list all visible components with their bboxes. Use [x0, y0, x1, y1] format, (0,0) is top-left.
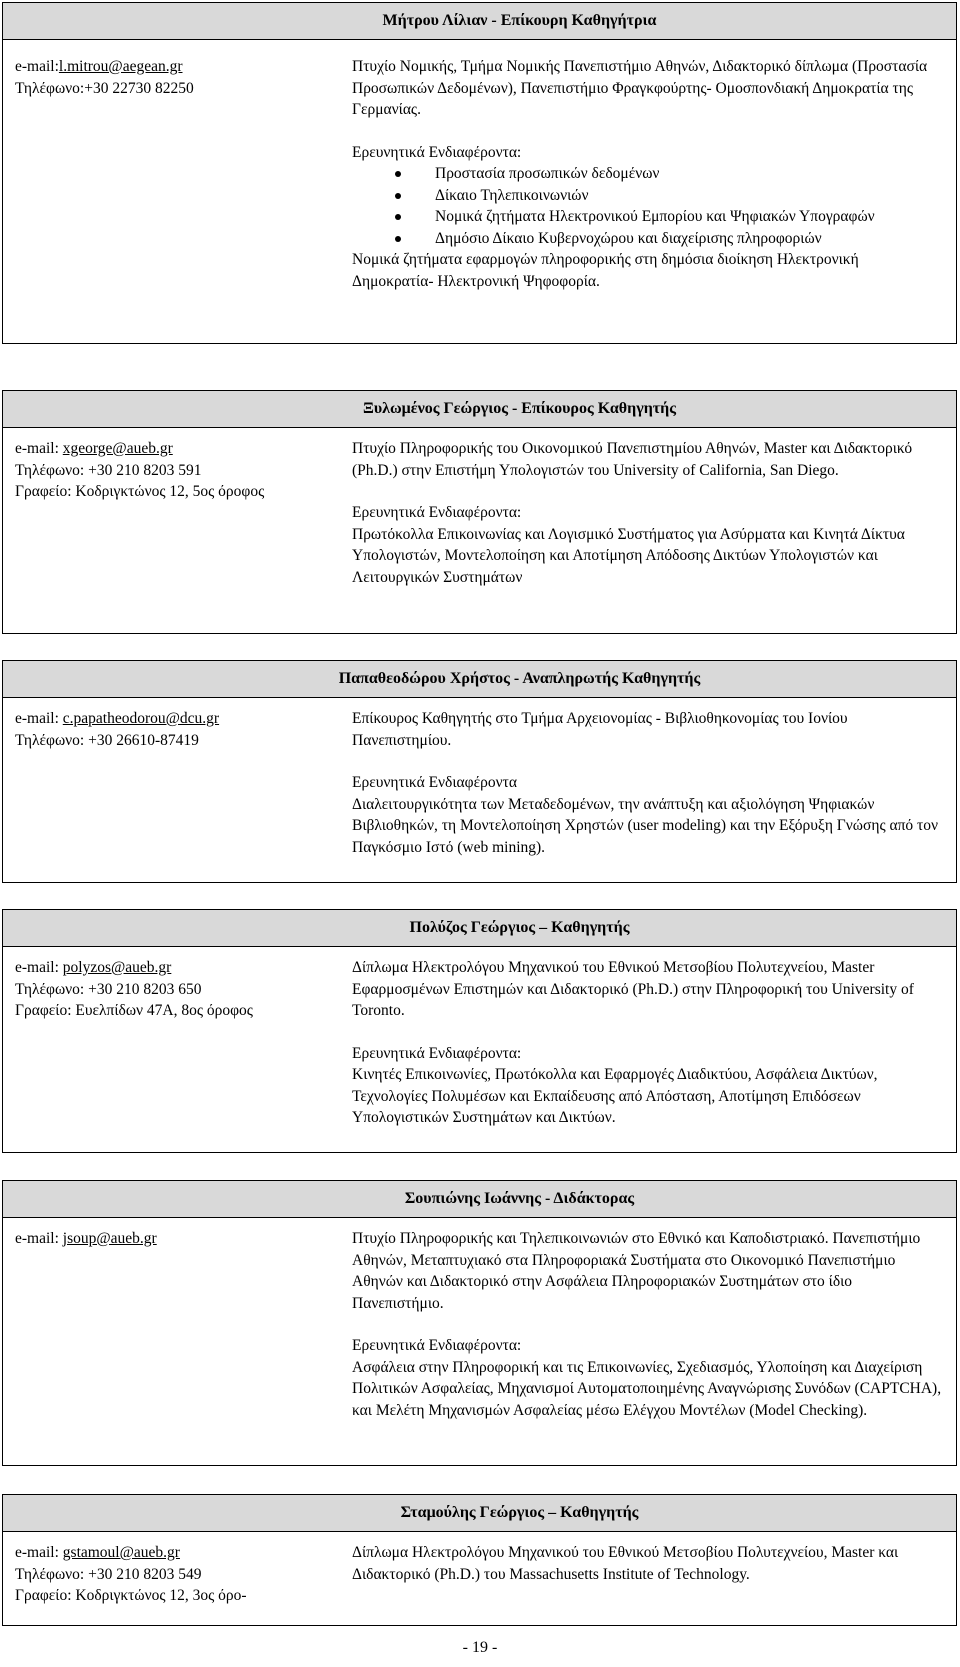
phone-line: Τηλέφωνο: +30 210 8203 549 [15, 1565, 202, 1583]
email-link[interactable]: c.papatheodorou@dcu.gr [62, 710, 220, 727]
faculty-card-soupionis [2, 1180, 957, 1466]
email-line [15, 957, 320, 979]
email-line [15, 1542, 320, 1564]
card-header: Πολύζος Γεώργιος – Καθηγητής [3, 910, 956, 947]
bio-text [352, 957, 942, 1129]
email-link[interactable]: xgeorge@aueb.gr [62, 440, 173, 457]
interests-extra: Νομικά ζητήματα εφαρμογών πληροφορικής στη δημόσια διοίκηση Ηλεκτρονική Δημοκρατία- Ηλεκτρονική Ψηφοφορία. [352, 251, 859, 290]
interests-text: Ασφάλεια στην Πληροφορική και τις Επικοινωνίες, Σχεδιασμός, Υλοποίηση και Διαχείριση Πολιτικών Ασφαλείας, Μηχανισμοί Αυτοματοποιημένης Αναγνώρισης Συνόδων (CAPTCHA), και Μελέτη Μηχανισμών Ασφαλείας μέσω Ελέγχου Μοντέλων (Model Checking). [352, 1358, 942, 1419]
faculty-card-stamoulis [2, 1494, 957, 1626]
interests-label: Ερευνητικά Ενδιαφέροντα: [352, 1044, 522, 1062]
interest-item: Προστασία προσωπικών δεδομένων [435, 163, 942, 185]
card-header: Σταμούλης Γεώργιος – Καθηγητής [3, 1495, 956, 1532]
office-line: Γραφείο: Ευελπίδων 47Α, 8ος όροφος [15, 1002, 253, 1019]
page-number: - 19 - [462, 1639, 498, 1656]
card-header: Μήτρου Λίλιαν - Επίκουρη Καθηγήτρια [3, 3, 956, 40]
phone-line: Τηλέφωνο:+30 22730 82250 [15, 79, 194, 97]
office-line: Γραφείο: Κοδριγκτώνος 12, 3ος όρο- [15, 1587, 247, 1604]
email-label: e-mail: [15, 1230, 59, 1247]
email-label: e-mail: [15, 1544, 59, 1561]
education-text: Πτυχίο Πληροφορικής και Τηλεπικοινωνιών στο Εθνικό και Καποδιστριακό. Πανεπιστήμιο Αθηνών, Μεταπτυχιακό στα Πληροφοριακά Συστήματα στο Οικονομικό Πανεπιστήμιο Αθηνών και Διδακτορικό στην Ασφάλεια Πληροφοριακών Συστημάτων στο ίδιο Πανεπιστήμιο. [352, 1230, 921, 1312]
contact-info [15, 56, 320, 99]
bio-text [352, 1228, 942, 1421]
email-link[interactable]: l.mitrou@aegean.gr [58, 58, 183, 75]
education-text: Επίκουρος Καθηγητής στο Τμήμα Αρχειονομίας - Βιβλιοθηκονομίας του Ιονίου Πανεπιστημίου. [352, 710, 848, 749]
faculty-card-xylomenos [2, 390, 957, 634]
bio-text [352, 56, 942, 292]
faculty-card-polyzos [2, 909, 957, 1153]
email-label: e-mail: [15, 58, 59, 75]
email-label: e-mail: [15, 440, 59, 457]
phone-line: Τηλέφωνο: +30 210 8203 650 [15, 980, 202, 998]
email-line [15, 438, 320, 460]
phone-line: Τηλέφωνο: +30 26610-87419 [15, 731, 199, 749]
education-text: Δίπλωμα Ηλεκτρολόγου Μηχανικού του Εθνικού Μετσοβίου Πολυτεχνείου, Master και Διδακτορικό (Ph.D.) του Massachusetts Institute of Technology. [352, 1544, 899, 1583]
email-line [15, 1228, 320, 1250]
interests-label: Ερευνητικά Ενδιαφέροντα: [352, 504, 522, 521]
email-link[interactable]: jsoup@aueb.gr [62, 1230, 157, 1247]
interests-label: Ερευνητικά Ενδιαφέροντα [352, 774, 517, 791]
bio-text [352, 1542, 942, 1585]
education-text: Πτυχίο Νομικής, Τμήμα Νομικής Πανεπιστήμιο Αθηνών, Διδακτορικό δίπλωμα (Προστασία Προσωπικών Δεδομένων), Πανεπιστήμιο Φραγκφούρτης- Ομοσπονδιακή Δημοκρατία της Γερμανίας. [352, 58, 928, 118]
contact-info [15, 438, 320, 503]
interest-item: Νομικά ζητήματα Ηλεκτρονικού Εμπορίου και Ψηφιακών Υπογραφών [435, 206, 942, 228]
contact-info [15, 1228, 320, 1250]
education-text: Πτυχίο Πληροφορικής του Οικονομικού Πανεπιστημίου Αθηνών, Master και Διδακτορικό (Ph.D.) στην Επιστήμη Υπολογιστών του University of California, San Diego. [352, 440, 913, 479]
bio-text [352, 438, 942, 588]
interests-text: Κινητές Επικοινωνίες, Πρωτόκολλα και Εφαρμογές Διαδικτύου, Ασφάλεια Δικτύων, Τεχνολογίες Πολυμέσων και Εκπαίδευσης από Απόσταση, Αποτίμηση Επιδόσεων Υπολογιστικών Συστημάτων και Δικτύων. [352, 1066, 878, 1126]
email-label: e-mail: [15, 710, 59, 727]
faculty-card-papatheodorou [2, 660, 957, 883]
faculty-card-mitrou [2, 2, 957, 344]
interests-list [352, 163, 942, 249]
interests-label: Ερευνητικά Ενδιαφέροντα: [352, 143, 522, 161]
education-text: Δίπλωμα Ηλεκτρολόγου Μηχανικού του Εθνικού Μετσοβίου Πολυτεχνείου, Master Εφαρμοσμένων Επιστημών και Διδακτορικό (Ph.D.) στην Πληροφορική του University of Toronto. [352, 959, 914, 1019]
email-link[interactable]: gstamoul@aueb.gr [62, 1544, 180, 1561]
contact-info [15, 957, 320, 1022]
interests-label: Ερευνητικά Ενδιαφέροντα: [352, 1337, 522, 1354]
interest-item: Δημόσιο Δίκαιο Κυβερνοχώρου και διαχείρισης πληροφοριών [435, 228, 942, 250]
email-link[interactable]: polyzos@aueb.gr [62, 959, 172, 976]
email-label: e-mail: [15, 959, 59, 976]
contact-info [15, 1542, 320, 1607]
contact-info [15, 708, 320, 751]
card-header: Σουπιώνης Ιωάννης - Διδάκτορας [3, 1181, 956, 1218]
email-line [15, 708, 320, 730]
card-header: Ξυλωμένος Γεώργιος - Επίκουρος Καθηγητής [3, 391, 956, 428]
interests-text: Διαλειτουργικότητα των Μεταδεδομένων, την ανάπτυξη και αξιολόγηση Ψηφιακών Βιβλιοθηκών, τη Μοντελοποίηση Χρηστών (user modeling) και την Εξόρυξη Γνώσης από τον Παγκόσμιο Ιστό (web mining). [352, 795, 939, 856]
phone-line: Τηλέφωνο: +30 210 8203 591 [15, 461, 202, 479]
bio-text [352, 708, 942, 858]
interest-item: Δίκαιο Τηλεπικοινωνιών [435, 185, 942, 207]
card-header: Παπαθεοδώρου Χρήστος - Αναπληρωτής Καθηγητής [3, 661, 956, 698]
office-line: Γραφείο: Κοδριγκτώνος 12, 5ος όροφος [15, 483, 265, 500]
interests-text: Πρωτόκολλα Επικοινωνίας και Λογισμικό Συστήματος για Ασύρματα και Κινητά Δίκτυα Υπολογιστών, Μοντελοποίηση και Αποτίμηση Απόδοσης Δικτύων Υπολογιστών και Λειτουργικών Συστημάτων [352, 525, 905, 586]
email-line [15, 56, 320, 78]
